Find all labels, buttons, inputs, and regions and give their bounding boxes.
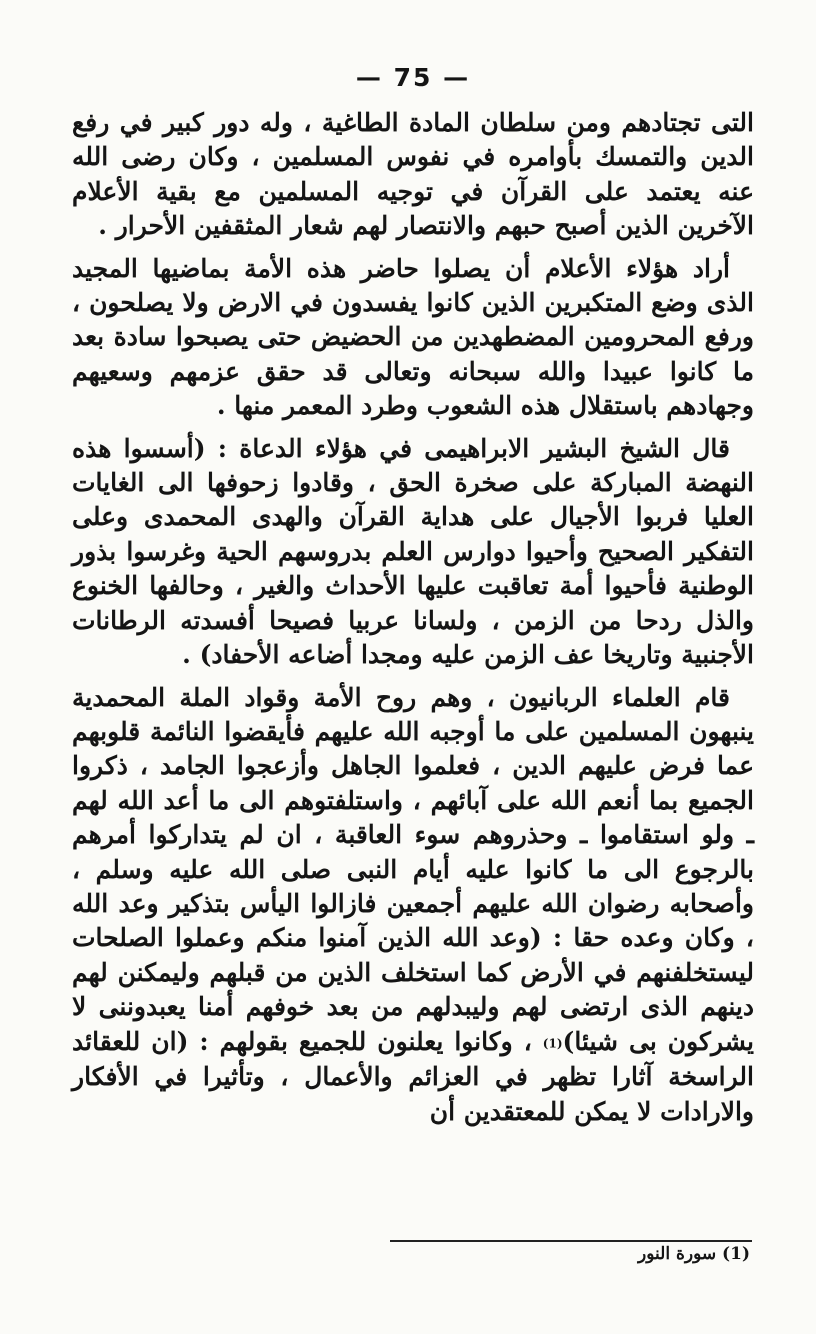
page-number: — 75 — xyxy=(355,63,471,92)
footnote: (1) سورة النور xyxy=(638,1244,750,1264)
paragraph-3: قال الشيخ البشير الابراهيمى في هؤلاء الدعاة : (أسسوا هذه النهضة المباركة على صخرة الحق ، وقادوا زحوفها الى الغايات العليا فربوا الأجيال على هداية القرآن والهدى المحمدى وعلى التفكير الصحيح وأحيوا دوارس العلم بدروسهم الحية وغرسوا بذور الوطنية فأحيوا أمة تعاقبت عليها الأحداث والغير ، وحالفها الخنوع والذل ردحا من الزمن ، ولسانا عربيا فصيحا أفسدته الرطانات الأجنبية وتاريخا عف الزمن عليه ومجدا أضاعه الأحفاد) . xyxy=(72,433,754,670)
footnote-marker: (1) xyxy=(542,1035,563,1050)
paragraph-4 xyxy=(72,681,754,1130)
paragraph-2: أراد هؤلاء الأعلام أن يصلوا حاضر هذه الأمة بماضيها المجيد الذى وضع المتكبرين الذين كانوا يفسدون في الارض ولا يصلحون ، ورفع المحرومين المضطهدين من الحضيض حتى يصبحوا سادة بعد ما كانوا عبيدا والله سبحانه وتعالى قد حقق عزمهم وسعيهم وجهادهم باستقلال هذه الشعوب وطرد المعمر منها . xyxy=(72,253,754,421)
paragraph-1: التى تجتادهم ومن سلطان المادة الطاغية ، وله دور كبير في رفع الدين والتمسك بأوامره في نفوس المسلمين ، وكان رضى الله عنه يعتمد على القرآن في توجيه المسلمين مع بقية الأعلام الآخرين الذين أصبح حبهم والانتصار لهم شعار المثقفين الأحرار . xyxy=(72,108,754,241)
paragraph-4-text: قام العلماء الربانيون ، وهم روح الأمة وقواد الملة المحمدية ينبهون المسلمين على ما أوجبه الله عليهم فأيقضوا النائمة قلوبهم عما فرض عليهم الدين ، فعلموا الجاهل وأزعجوا الجامد ، ذكروا الجميع بما أنعم الله على آبائهم ، واستلفتوهم الى ما أعد الله لهم ـ ولو استقاموا ـ وحذروهم سوء العاقبة ، ان لم يتداركوا أمرهم بالرجوع الى ما كانوا عليه أيام النبى صلى الله عليه وسلم ، وأصحابه رضوان الله عليهم أجمعين فازالوا اليأس بتذكير وعد الله ، وكان وعده حقا : (وعد الله الذين آمنوا منكم وعملوا الصلحات ليستخلفنهم في الأرض كما استخلف الذين من قبلهم وليمكنن لهم دينهم الذى ارتضى لهم وليبدلهم من بعد خوفهم أمنا يعبدوننى لا يشركون بى شيئا) xyxy=(72,682,754,1056)
footnote-divider xyxy=(390,1240,752,1242)
paragraph-4-tail: ، وكانوا يعلنون للجميع بقولهم : (ان للعقائد الراسخة آثارا تظهر في العزائم والأعمال ، وتأثيرا في الأفكار والارادات لا يمكن للمعتقدين أن xyxy=(72,1026,754,1126)
body-text xyxy=(72,106,754,1129)
